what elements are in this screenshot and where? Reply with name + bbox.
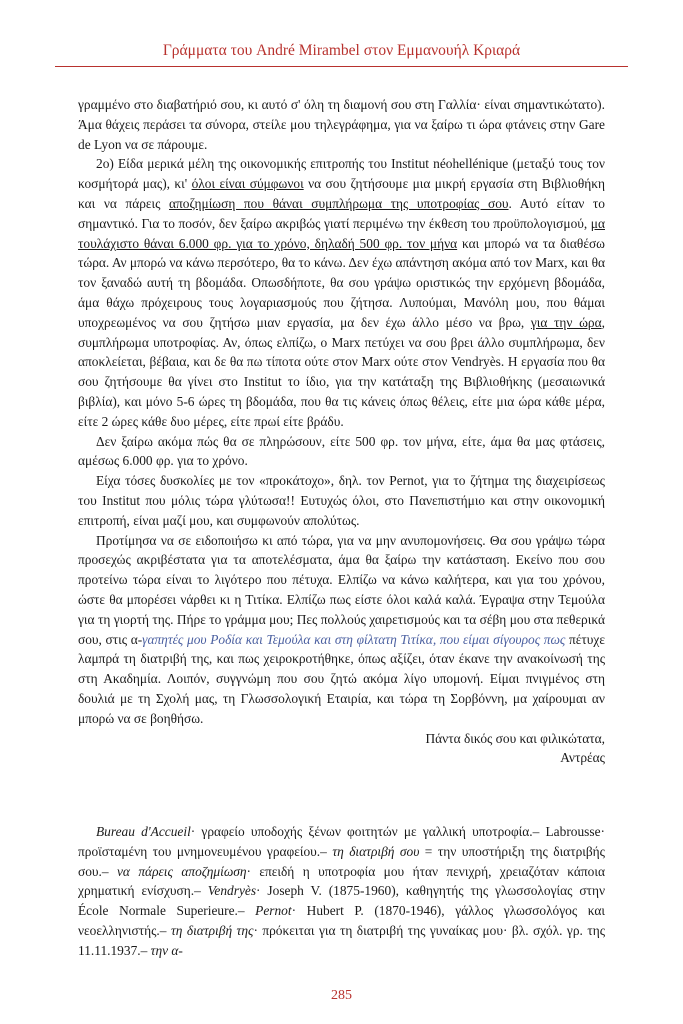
underlined-run: όλοι είναι σύμφωνοι — [191, 176, 304, 192]
text-run: να σου ζητήσουμε μια μικρή εργασία στη Βιβλιοθήκη και να πάρεις — [78, 176, 605, 211]
footnotes — [78, 822, 605, 961]
text-run: , συμπλήρωμα υποτροφίας. Αν, όπως ελπίζω, ο Marx πετύχει να σου βρει άλλο συμπλήρωμα, δεν αποκλείεται, βέβαια, και δε θα πω τίποτα ούτε στον Marx ούτε στον Vendryès. Η εργασία που θα σου ζητήσουμε θα γίνει στο Institut το ίδιο, για την κατάταξη της Βιβλιοθήκης (μεσαιωνικά βιβλία), και μόνο 5-6 ώρες τη βδομάδα, που θα τις κάνεις όπως θέλεις, είτε μια ώρα κάθε μέρα, είτε 2 ώρες κάθε δυο μέρες, είτε πρωί είτε βράδυ. — [78, 314, 605, 429]
note-term: Pernot — [255, 903, 292, 919]
letter-paragraph-3: Δεν ξαίρω ακόμα πώς θα σε πληρώσουν, είτε 500 φρ. τον μήνα, είτε, άμα θα μας φτάσεις, αμέσως 6.000 φρ. για το χρόνο. — [78, 433, 605, 469]
note-term: τη διατριβή σου — [332, 843, 420, 859]
underlined-run: αποζημίωση που θάναι συμπλήρωμα της υποτροφίας σου — [169, 195, 509, 211]
text-run: . Αυτό είταν το σημαντικό. Για το ποσόν, δεν ξαίρω ακριβώς γιατί περιμένω την έκθεση του προϋπολογισμού, — [78, 195, 605, 231]
note-text: = την υποστήριξη της διατριβής σου.– — [78, 843, 605, 879]
note-term: Bureau d'Accueil — [96, 824, 191, 839]
letter-signature: Αντρέας — [560, 750, 605, 766]
note-text: · πρόκειται για τη διατριβή της γυναίκας μου· βλ. σχόλ. γρ. της 11.11.1937.– — [78, 922, 606, 958]
text-run: 2ο) Είδα μερικά μέλη της οικονομικής επιτροπής του Institut néohellénique (μεταξύ τους τον κοσμήτορά μας), κι' — [78, 156, 605, 192]
page-number: 285 — [331, 988, 352, 1003]
letter-paragraph-4: Είχα τόσες δυσκολίες με τον «προκάτοχο», δηλ. τον Pernot, για το ζήτημα της διαχειρίσεως του Institut που μόλις τώρα γλύτωσα!! Ευτυχώς όλοι, στο Πανεπιστήμιο και στην οικονομική επιτροπή, είναι μαζί μου, και συμφωνούν απολύτως. — [78, 473, 605, 528]
letter-body — [78, 95, 605, 768]
note-term: την α- — [150, 942, 183, 958]
highlighted-run: γαπητές μου Ροδία και Τεμούλα και στη φίλτατη Τιτίκα, που είμαι σίγουρος πως — [142, 631, 566, 647]
note-text: · γραφείο υποδοχής ξένων φοιτητών με γαλλική υποτροφία.– Labrousse· προϊσταμένη του μνημονευμένου γραφείου.– — [78, 824, 605, 859]
note-term: Vendryès — [207, 883, 257, 899]
note-text: · επειδή η υποτροφία μου ήταν πενιχρή, χρειαζόταν κάποια χρηματική ενίσχυση.– — [78, 863, 605, 899]
text-run: πέτυχε λαμπρά τη διατριβή της, και πως χειροκροτήθηκε, όπως αξίζει, όταν έκανε την ανακοίνωσή της στη Ακαδημία. Λοιπόν, συγγνώμη που σου ζητώ ακόμα λίγο υπομονή. Είμαι πνιγμένος στη δουλιά με τη Σχολή μας, τη Γλωσσολογική Εταιρία, και τώρα τη Σορβόννη, μα χαίρουμαι αν μπορώ να σε βοηθήσω. — [78, 631, 605, 726]
text-run: Προτίμησα να σε ειδοποιήσω κι από τώρα, για να μην ανυπομονήσεις. Θα σου γράψω τώρα προσεχώς ακριβέστατα για τα αποτελέσματα, άμα θα ξαίρω την κατάσταση. Εκείνο που σου προτείνω τώρα είναι το λιγότερο που πέτυχα. Ελπίζω να κάνω καλήτερα, και για του χρόνου, ώστε θα μπορέσει νάρθει κι η Τιτίκα. Ελπίζω πως είστε όλοι καλά καλά. Έγραψα στην Τεμούλα για τη γιορτή της. Πήρε το γράμμα μου; Πες πολλούς χαιρετισμούς και τα σέβη μου στα πεθερικά σου, στις α- — [78, 532, 605, 647]
letter-paragraph-5 — [78, 531, 605, 729]
note-term: τη διατριβή της — [170, 922, 254, 938]
running-header: Γράμματα του André Mirambel στον Εμμανουήλ Κριαρά — [162, 42, 521, 59]
letter-paragraph-2 — [78, 154, 605, 431]
note-text: · Joseph V. (1875-1960), καθηγητής της γλωσσολογίας στην École Normale Superieure.– — [78, 883, 605, 919]
letter-closing: Πάντα δικός σου και φιλικώτατα, — [425, 730, 605, 746]
header-rule — [55, 66, 628, 67]
text-run: και μπορώ να τα διαθέσω τώρα. Αν μπορώ να κάνω περσότερο, θα το κάνω. Δεν έχω απάντηση ακόμα από τον Marx, και θα τον ξαναδώ αυτή τη βδομάδα. Οπωσδήποτε, θα σου γράψω οριστικώς την ερχόμενη βδομάδα, άμα θάχω πρόχειρους τους λογαριασμούς που ζήτησα. Λυπούμαι, Μανόλη μου, που θάμαι υποχρεωμένος να σου ζητήσω μιαν εργασία, μα δεν έχω άλλο μέσο να βρω, — [78, 235, 606, 330]
underlined-run: για την ώρα — [530, 314, 602, 330]
footnote-paragraph — [78, 822, 605, 961]
letter-paragraph-1: γραμμένο στο διαβατήριό σου, κι αυτό σ' όλη τη διαμονή σου στη Γαλλία· είναι σημαντικώτατο). Άμα θάχεις περάσει τα σύνορα, στείλε μου τηλεγράφημα, για να ξαίρω τι ώρα φτάνεις στην Gare de Lyon να σε πάρουμε. — [78, 97, 605, 152]
underlined-run: μα τουλάχιστο θάναι 6.000 φρ. για το χρόνο, δηλαδή 500 φρ. τον μήνα — [78, 215, 605, 251]
note-text: · Hubert P. (1870-1946), γάλλος γλωσσολόγος και νεοελληνιστής.– — [78, 903, 606, 938]
note-term: να πάρεις αποζημίωση — [116, 863, 247, 879]
